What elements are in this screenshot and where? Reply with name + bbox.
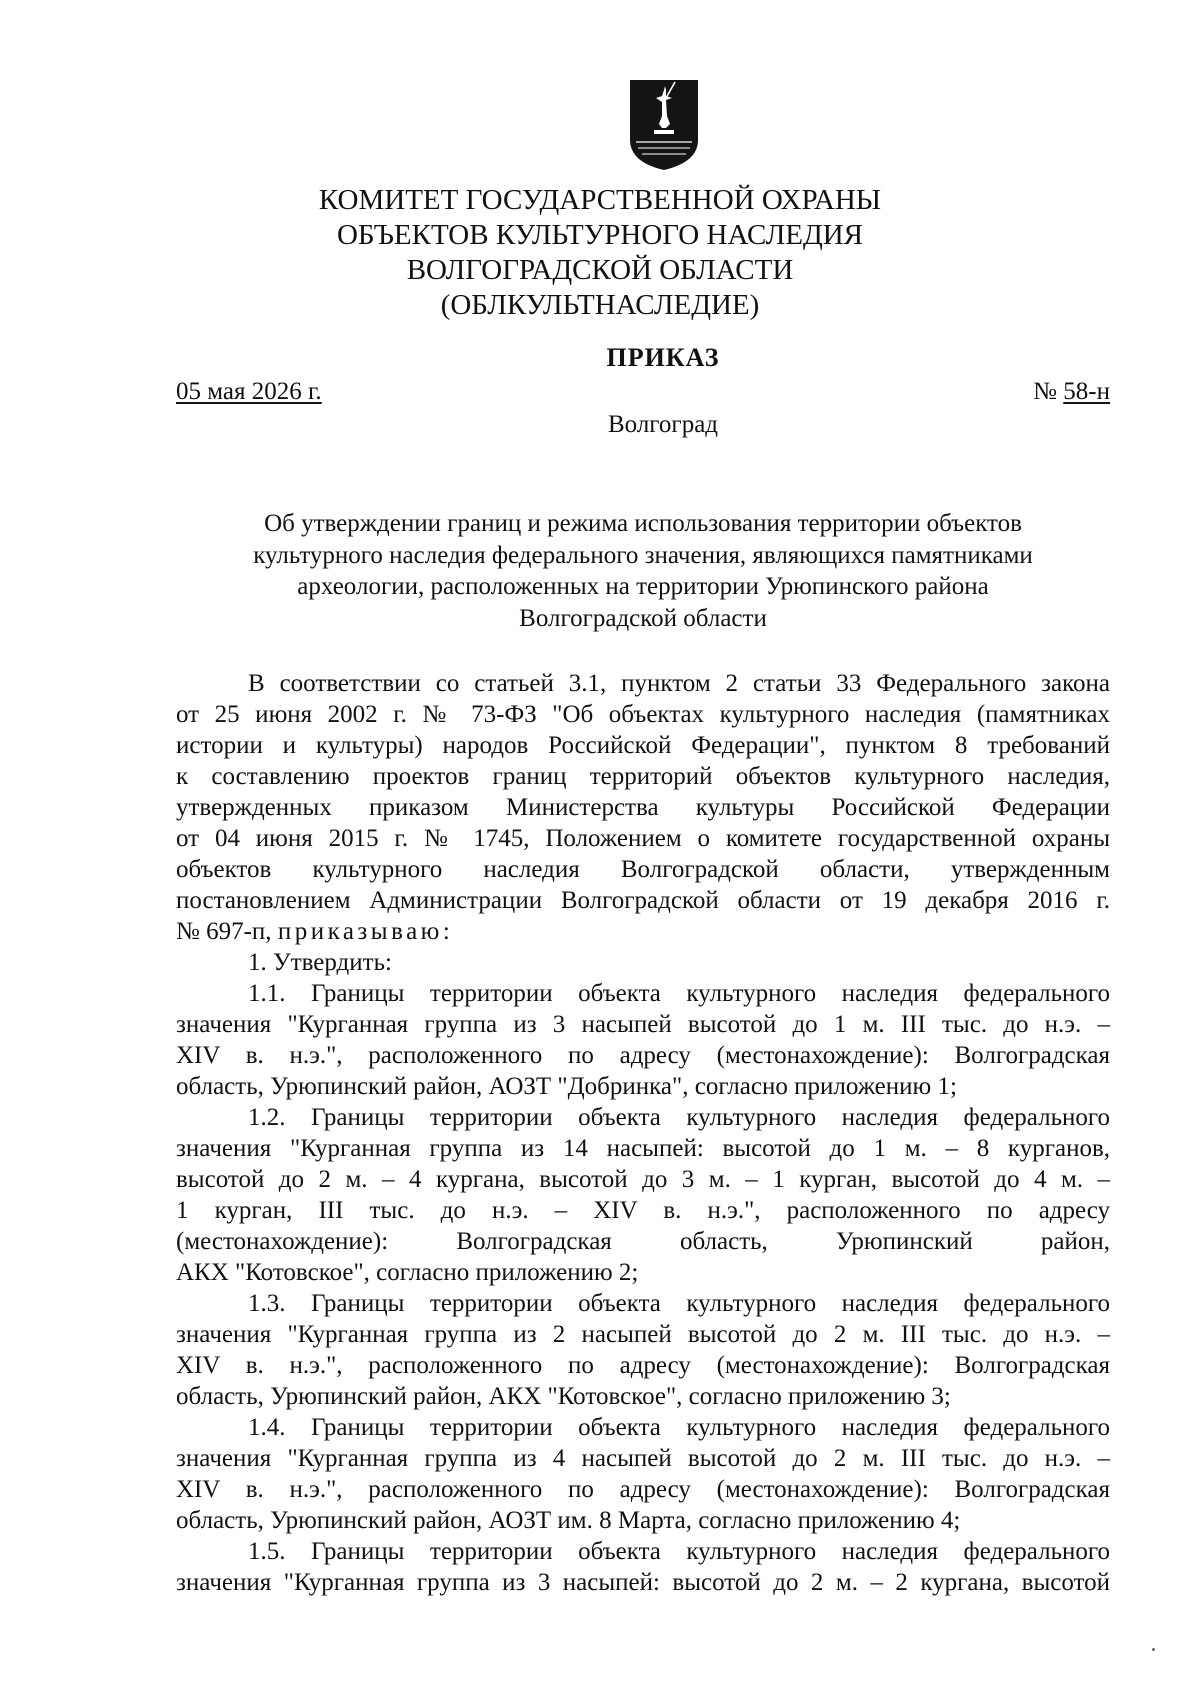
scan-speck [1152,1648,1155,1651]
volgograd-coat-of-arms-icon [626,76,702,172]
number-prefix: № [1033,378,1064,405]
body-line: объектов культурного наследия Волгоградской области, утвержденным [176,856,1110,883]
body-line: 1.3. Границы территории объекта культурного наследия федерального [248,1290,1110,1317]
body-line: АКХ "Котовское", согласно приложению 2; [176,1259,639,1286]
body-line: 1.1. Границы территории объекта культурного наследия федерального [248,980,1110,1007]
organization-line: ВОЛГОГРАДСКОЙ ОБЛАСТИ [406,254,794,286]
organization-line: КОМИТЕТ ГОСУДАРСТВЕННОЙ ОХРАНЫ [318,184,882,216]
body-line: от 04 июня 2015 г. № 1745, Положением о комитете государственной охраны [176,825,1110,852]
body-line: истории и культуры) народов Российской Федерации", пунктом 8 требований [176,732,1110,759]
body-line: В соответствии со статьей 3.1, пунктом 2 статьи 33 Федерального закона [248,670,1110,697]
document-date: 05 мая 2026 г. [176,378,322,405]
body-line-order [176,916,1110,947]
document-city: Волгоград [607,411,719,438]
body-line: высотой до 2 м. – 4 кургана, высотой до 3 м. – 1 курган, высотой до 4 м. – [176,1166,1110,1193]
order-reference: № 697-п, [176,918,272,945]
body-line: 1.5. Границы территории объекта культурного наследия федерального [248,1538,1110,1565]
body-line: (местонахождение): Волгоградская область, Урюпинский район, [176,1228,1110,1255]
organization-line: (ОБЛКУЛЬТНАСЛЕДИЕ) [440,289,760,321]
organization-line: ОБЪЕКТОВ КУЛЬТУРНОГО НАСЛЕДИЯ [336,219,864,251]
body-line: область, Урюпинский район, АОЗТ "Добринка", согласно приложению 1; [176,1073,957,1100]
body-line: область, Урюпинский район, АОЗТ им. 8 Марта, согласно приложению 4; [176,1507,961,1534]
body-line: значения "Курганная группа из 2 насыпей высотой до 2 м. III тыс. до н.э. – [176,1321,1110,1348]
body-line: утвержденных приказом Министерства культуры Российской Федерации [176,794,1110,821]
number-value: 58-н [1063,378,1110,405]
body-line: значения "Курганная группа из 14 насыпей: высотой до 1 м. – 8 курганов, [176,1135,1110,1162]
order-verb: приказываю: [277,918,454,945]
body-line: к составлению проектов границ территорий объектов культурного наследия, [176,763,1110,790]
body-line: значения "Курганная группа из 3 насыпей: высотой до 2 м. – 2 кургана, высотой [176,1569,1110,1596]
body-line: от 25 июня 2002 г. № 73-ФЗ "Об объектах культурного наследия (памятниках [176,701,1110,728]
body-line: значения "Курганная группа из 4 насыпей высотой до 2 м. III тыс. до н.э. – [176,1445,1110,1472]
subject-line: Об утверждении границ и режима использования территории объектов [264,510,1022,537]
body-line: XIV в. н.э.", расположенного по адресу (местонахождение): Волгоградская [176,1352,1110,1379]
body-line: XIV в. н.э.", расположенного по адресу (местонахождение): Волгоградская [176,1476,1110,1503]
body-line: значения "Курганная группа из 3 насыпей высотой до 1 м. III тыс. до н.э. – [176,1011,1110,1038]
organization-name [200,183,1000,323]
document-body [176,668,1110,1598]
body-line: XIV в. н.э.", расположенного по адресу (местонахождение): Волгоградская [176,1042,1110,1069]
body-line: 1.4. Границы территории объекта культурного наследия федерального [248,1414,1110,1441]
body-line: 1 курган, III тыс. до н.э. – XIV в. н.э.", расположенного по адресу [176,1197,1110,1224]
document-number [1033,378,1110,406]
body-line: постановлением Администрации Волгоградской области от 19 декабря 2016 г. [176,887,1110,914]
body-line: 1.2. Границы территории объекта культурного наследия федерального [248,1104,1110,1131]
document-subject [176,508,1110,634]
subject-line: археологии, расположенных на территории Урюпинского района [297,573,989,600]
body-line: область, Урюпинский район, АКХ "Котовское", согласно приложению 3; [176,1383,951,1410]
subject-line: культурного наследия федерального значения, являющихся памятниками [253,541,1033,569]
subject-line: Волгоградской области [519,604,767,632]
body-line: 1. Утвердить: [248,949,392,976]
document-type: ПРИКАЗ [606,343,720,372]
